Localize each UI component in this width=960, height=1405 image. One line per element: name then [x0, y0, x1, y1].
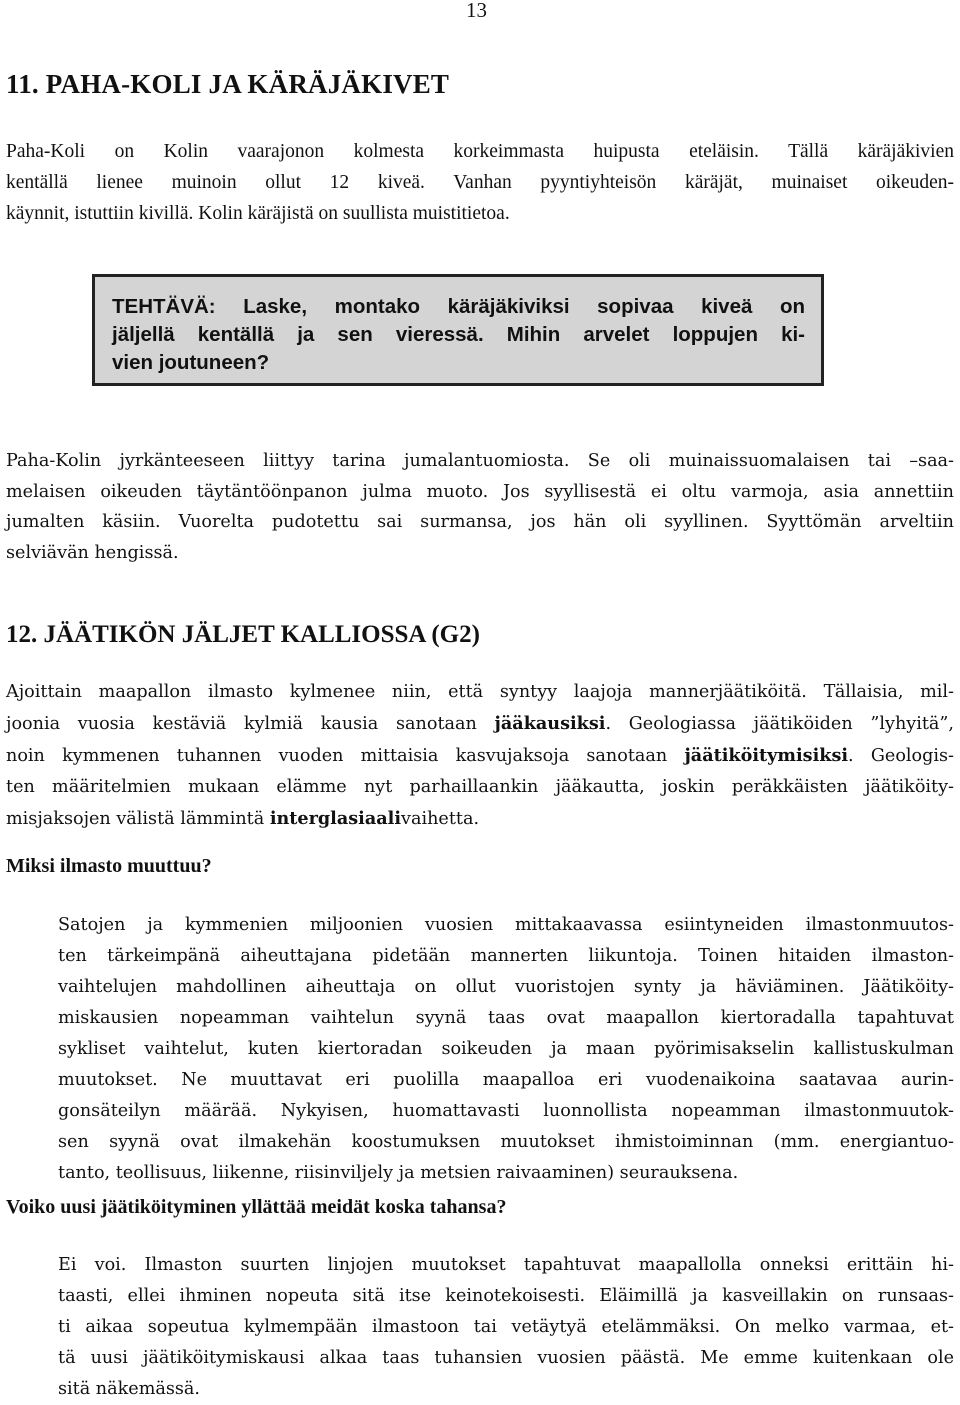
text-line: sen syynä ovat ilmakehän koostumuksen muutokset ihmistoiminnan (mm. energiantuo- [58, 1132, 954, 1152]
text-line: selviävän hengissä. [6, 542, 179, 563]
text-line: misjaksojen välistä lämmintä interglasiaalivaihetta. [6, 808, 480, 829]
text-line: sitä näkemässä. [58, 1379, 201, 1399]
text-line: melaisen oikeuden täytäntöönpanon julma muoto. Jos syyllisestä ei oltu varmoja, asia annettiin [6, 481, 954, 502]
text-line: vaihtelujen mahdollinen aiheuttaja on ollut vuoristojen synty ja häviäminen. Jäätiköity- [58, 977, 954, 997]
text-line: Paha-Kolin jyrkänteeseen liittyy tarina jumalantuomiosta. Se oli muinaissuomalaisen tai –saa- [6, 451, 954, 471]
text-line: jumalten käsiin. Vuorelta pudotettu sai surmansa, jos hän oli syyllinen. Syyttömän arveltiin [6, 512, 954, 532]
text-line: miskausien nopeamman vaihtelun syynä taas ovat maapallon kiertoradalla tapahtuvat [58, 1008, 954, 1028]
text-line: muutokset. Ne muuttavat eri puolilla maapalloa eri vuodenaikoina saatavaa aurin- [58, 1070, 954, 1090]
text-line: ten määritelmien mukaan elämme nyt parhaillaankin jääkautta, joskin peräkkäisten jäätiköity- [6, 777, 954, 797]
task-line: TEHTÄVÄ: Laske, montako käräjäkiviksi sopivaa kiveä on [112, 295, 805, 318]
text-line: kentällä lienee muinoin ollut 12 kiveä. Vanhan pyyntiyhteisön käräjät, muinaiset oikeuden- [6, 172, 954, 193]
term-interglasiaali: interglasiaali [269, 808, 402, 829]
question-2-heading: Voiko uusi jäätiköityminen yllättää meidät koska tahansa? [6, 1196, 507, 1218]
text-line: taasti, ellei ihminen nopeuta sitä itse keinotekoisesti. Eläimillä ja kasveillakin on runsaas- [58, 1286, 954, 1306]
text-line: ten tärkeimpänä aiheuttajana pidetään mannerten liikuntoja. Toinen hitaiden ilmaston- [58, 946, 954, 966]
section-12-intro [6, 677, 954, 835]
answer-1 [58, 910, 954, 1189]
text-line: gonsäteilyn määrää. Nykyisen, huomattavasti luonnollista nopeamman ilmastonmuutok- [58, 1101, 954, 1121]
text-line: Paha-Koli on Kolin vaarajonon kolmesta korkeimmasta huipusta eteläisin. Tällä käräjäkivien [6, 141, 954, 162]
answer-2 [58, 1250, 954, 1405]
term-jaakausi: jääkausiksi [494, 713, 606, 734]
text-line: käynnit, istuttiin kivillä. Kolin käräjistä on suullista muistitietoa. [6, 203, 510, 224]
text-line: tanto, teollisuus, liikenne, riisinviljely ja metsien raivaaminen) seurauksena. [58, 1163, 739, 1183]
text-line: tä uusi jäätiköitymiskausi alkaa taas tuhansien vuosien päästä. Me emme kuitenkaan ole [58, 1348, 954, 1368]
text-line: noin kymmenen tuhannen vuoden mittaisia kasvujaksoja sanotaan jäätiköitymisiksi. Geologis- [6, 745, 954, 766]
term-jaatikoityminen: jäätiköitymisiksi [684, 745, 849, 766]
text-line: Ajoittain maapallon ilmasto kylmenee niin, että syntyy laajoja mannerjäätiköitä. Tällaisia, mil- [6, 682, 954, 702]
section-12-title: 12. JÄÄTIKÖN JÄLJET KALLIOSSA (G2) [6, 621, 480, 648]
text-line: joonia vuosia kestäviä kylmiä kausia sanotaan jääkausiksi. Geologiassa jäätiköiden ”lyhyitä”, [6, 713, 954, 734]
task-box [92, 274, 824, 386]
text-line: Ei voi. Ilmaston suurten linjojen muutokset tapahtuvat maapallolla onneksi erittäin hi- [58, 1255, 954, 1275]
text-line: sykliset vaihtelut, kuten kiertoradan soikeuden ja maan pyörimisakselin kallistuskulman [58, 1039, 954, 1059]
section-11-intro [6, 136, 954, 229]
page-number: 13 [466, 0, 487, 22]
section-11-title: 11. PAHA-KOLI JA KÄRÄJÄKIVET [6, 69, 450, 99]
text-line: ti aikaa sopeutua kylmempään ilmastoon tai vetäytyä etelämmäksi. On melko varmaa, et- [58, 1317, 954, 1337]
question-1-heading: Miksi ilmasto muuttuu? [6, 855, 212, 877]
task-line: jäljellä kentällä ja sen vieressä. Mihin arvelet loppujen ki- [112, 323, 805, 346]
section-11-story [6, 446, 954, 568]
task-line: vien joutuneen? [112, 351, 270, 374]
text-line: Satojen ja kymmenien miljoonien vuosien mittakaavassa esiintyneiden ilmastonmuutos- [58, 915, 954, 935]
